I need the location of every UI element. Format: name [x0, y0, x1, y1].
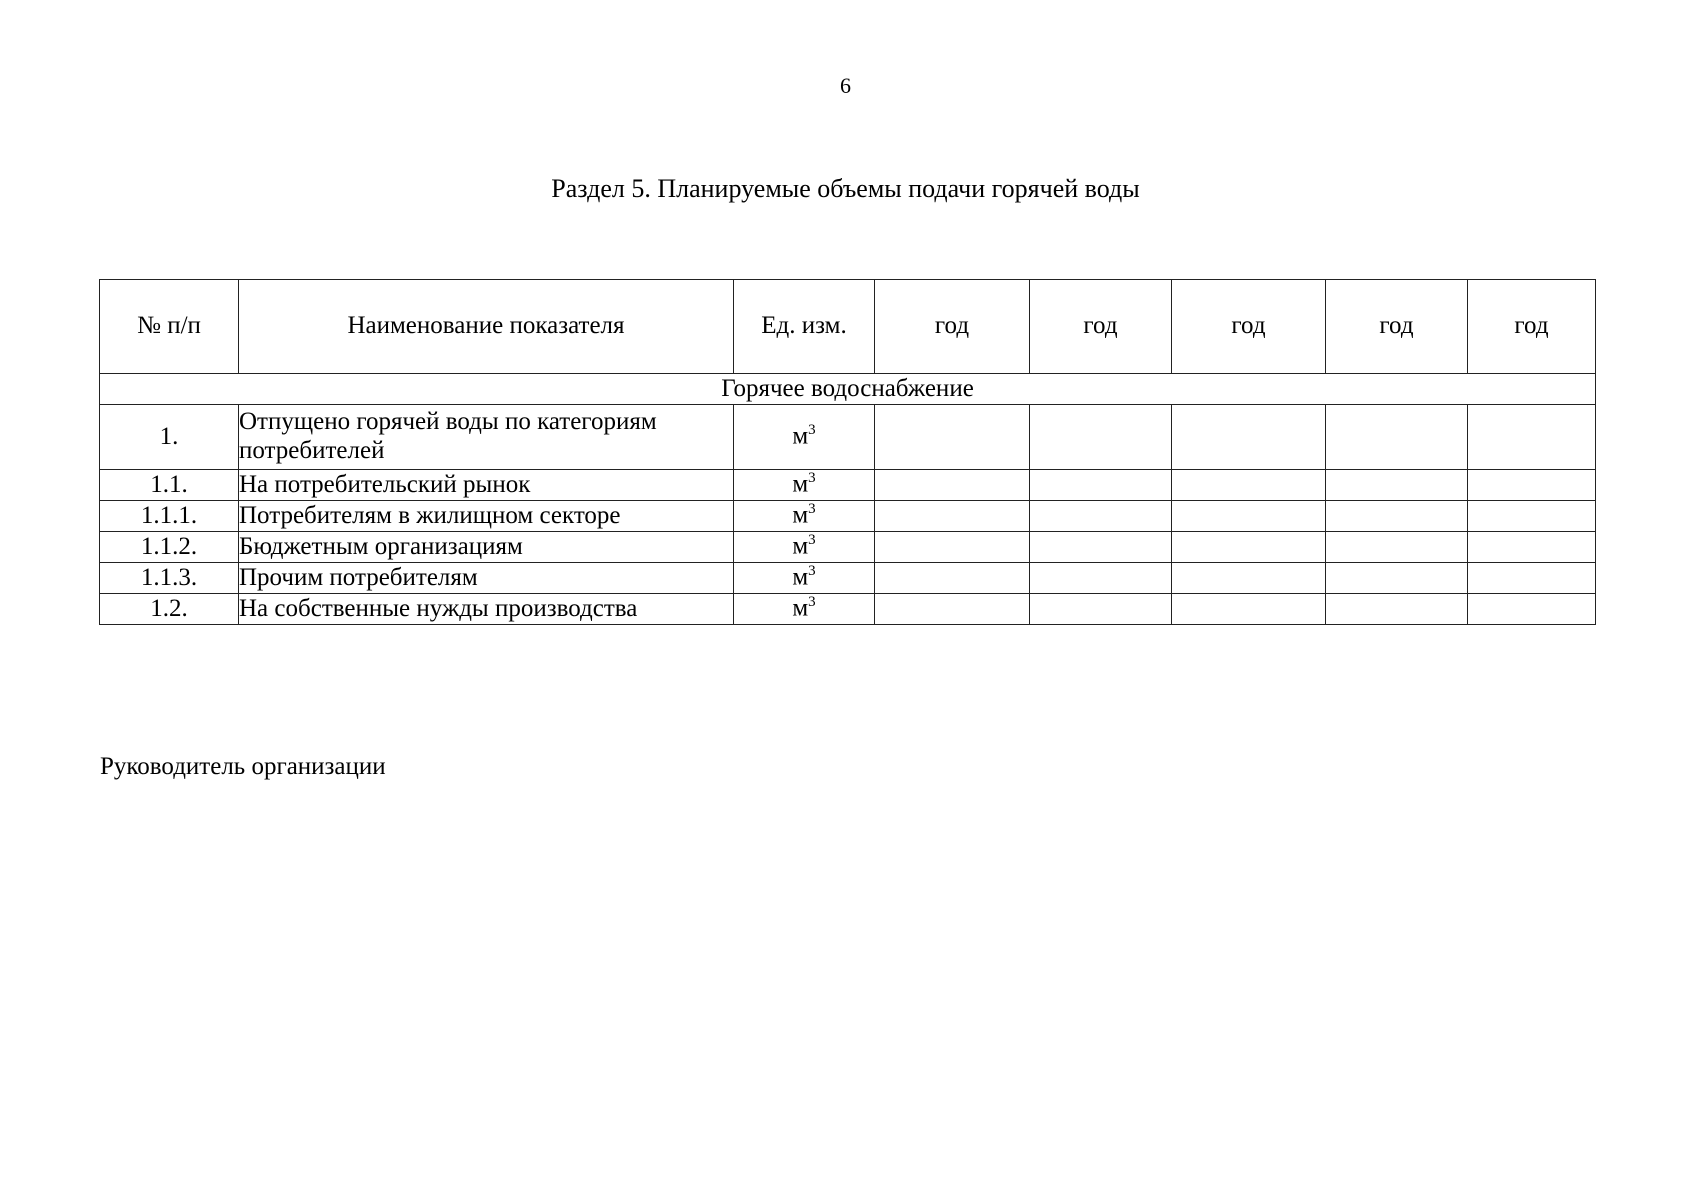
row-name: Потребителям в жилищном секторе [239, 501, 734, 532]
year-value-cell [1468, 501, 1596, 532]
row-num: 1.1.2. [100, 532, 239, 563]
row-name: Прочим потребителям [239, 563, 734, 594]
year-value-cell [1172, 501, 1326, 532]
table-header-row [100, 280, 1596, 374]
year-value-cell [1326, 532, 1468, 563]
row-unit: $м^3$ [734, 594, 875, 625]
year-value-cell [1468, 563, 1596, 594]
row-num: 1. [100, 405, 239, 470]
row-name: На собственные нужды производства [239, 594, 734, 625]
year-value-cell [875, 405, 1030, 470]
table-row [100, 470, 1596, 501]
row-unit: $м^3$ [734, 563, 875, 594]
header-year: год [1030, 280, 1172, 374]
year-value-cell [1172, 594, 1326, 625]
row-name: Отпущено горячей воды по категориям потребителей [239, 405, 734, 470]
year-value-cell [1172, 405, 1326, 470]
row-num: 1.1.3. [100, 563, 239, 594]
hot-water-volumes-table [99, 279, 1596, 625]
table-row [100, 405, 1596, 470]
year-value-cell [1172, 470, 1326, 501]
row-unit: $м^3$ [734, 501, 875, 532]
table-row [100, 594, 1596, 625]
year-value-cell [1030, 594, 1172, 625]
year-value-cell [1030, 532, 1172, 563]
year-value-cell [1172, 532, 1326, 563]
header-year: год [1468, 280, 1596, 374]
table-row [100, 532, 1596, 563]
signature-label: Руководитель организации [100, 753, 386, 780]
header-name: Наименование показателя [239, 280, 734, 374]
row-name: На потребительский рынок [239, 470, 734, 501]
page-number: 6 [840, 73, 851, 98]
group-title: Горячее водоснабжение [100, 374, 1596, 405]
year-value-cell [875, 470, 1030, 501]
year-value-cell [875, 563, 1030, 594]
year-value-cell [1030, 470, 1172, 501]
header-year: год [1326, 280, 1468, 374]
year-value-cell [1326, 501, 1468, 532]
header-num: № п/п [100, 280, 239, 374]
year-value-cell [1326, 470, 1468, 501]
row-unit: $м^3$ [734, 405, 875, 470]
year-value-cell [1468, 470, 1596, 501]
table-row [100, 501, 1596, 532]
table-row [100, 563, 1596, 594]
year-value-cell [875, 501, 1030, 532]
row-num: 1.1. [100, 470, 239, 501]
row-unit: $м^3$ [734, 470, 875, 501]
year-value-cell [1030, 501, 1172, 532]
year-value-cell [1030, 405, 1172, 470]
year-value-cell [1468, 405, 1596, 470]
row-num: 1.2. [100, 594, 239, 625]
year-value-cell [1326, 594, 1468, 625]
year-value-cell [1468, 594, 1596, 625]
header-unit: Ед. изм. [734, 280, 875, 374]
year-value-cell [875, 532, 1030, 563]
year-value-cell [1326, 405, 1468, 470]
year-value-cell [1030, 563, 1172, 594]
group-row [100, 374, 1596, 405]
row-num: 1.1.1. [100, 501, 239, 532]
row-name: Бюджетным организациям [239, 532, 734, 563]
year-value-cell [1326, 563, 1468, 594]
year-value-cell [875, 594, 1030, 625]
row-unit: $м^3$ [734, 532, 875, 563]
header-year: год [875, 280, 1030, 374]
year-value-cell [1468, 532, 1596, 563]
year-value-cell [1172, 563, 1326, 594]
header-year: год [1172, 280, 1326, 374]
section-title: Раздел 5. Планируемые объемы подачи горячей воды [551, 174, 1140, 203]
